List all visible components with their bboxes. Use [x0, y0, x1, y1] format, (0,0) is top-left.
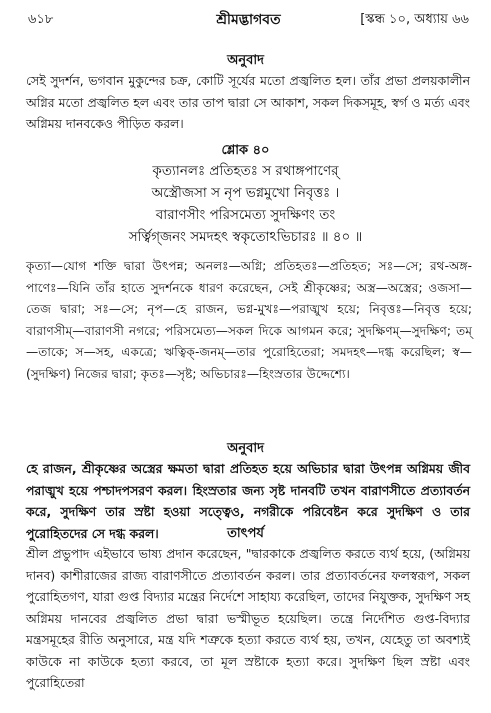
verse-line: বারাণসীং পরিসমেত্য সুদক্ষিণং তং — [155, 207, 336, 223]
section-reference: [স্কন্ধ ১০, অধ্যায় ৬৬ — [360, 12, 469, 27]
verse-line: অস্ত্রৌজসা স নৃপ ভগ্নমুখো নিবৃত্তঃ । — [151, 185, 340, 201]
translation-text-2: হে রাজন, শ্রীকৃষ্ণের অস্ত্রের ক্ষমতা দ্বারা প্রতিহত হয়ে অভিচার দ্বারা উৎপন্ন অগ্নিময় জীব পরাঙ্মুখ হয়ে পশ্চাদপসরণ করল। হিংস্রতার জন্য সৃষ্ট দানবটি তখন বারাণসীতে প্রত্যাবর্তন করে, সুদক্ষিণ তার স্রষ্টা হওয়া সত্ত্বেও, নগরীকে পরিবেষ্টন করে সুদক্ষিণ ও তার পুরোহিতদের সে দগ্ধ করল। — [26, 461, 470, 541]
verse-line: কৃত্যানলঃ প্রতিহতঃ স রথাঙ্গপাণের্ — [152, 163, 339, 179]
word-synonyms: কৃত্যা—যোগ শক্তি দ্বারা উৎপন্ন; অনলঃ—অগ্নি; প্রতিহতঃ—প্রতিহত; সঃ—সে; রথ-অঙ্গ-পাণেঃ—যিনি তাঁর হাতে সুদর্শনকে ধারণ করেছেন, সেই শ্রীকৃষ্ণের; অস্ত্র—অস্ত্রের; ওজসা—তেজ দ্বারা; সঃ—সে; নৃপ—হে রাজন, ভগ্ন-মুখঃ—পরাঙ্মুখ হয়ে; নিবৃত্তঃ—নিবৃত্ত হয়ে; বারাণসীম্—বারাণসী নগরে; পরিসমেত্য—সকল দিকে আগমন করে; সুদক্ষিণম্—সুদক্ষিণ; তম্—তাকে; স—সহ, একত্রে; ঋত্বিক্-জনম্—তার পুরোহিতেরা; সমদহৎ—দগ্ধ করেছিল; স্ব—(সুদক্ষিণ) নিজের দ্বারা; কৃতঃ—সৃষ্ট; অভিচারঃ—হিংস্রতার উদ্দেশ্যে। — [26, 259, 472, 381]
verse-line: সর্ত্বিগ্জনং সমদহৎ স্বকৃতোঽভিচারঃ ॥ ৪০ ॥ — [128, 229, 363, 245]
verse-heading: শ্লোক ৪০ — [221, 143, 270, 158]
purport-text: শ্রীল প্রভুপাদ এইভাবে ভাষ্য প্রদান করেছেন, "দ্বারকাকে প্রজ্বলিত করতে ব্যর্থ হয়ে, (অগ্নিময় দানব) কাশীরাজের রাজ্য বারাণসীতে প্রত্যাবর্তন করল। তার প্রত্যাবর্তনের ফলস্বরূপ, সকল পুরোহিতগণ, যারা গুপ্ত বিদ্যার মন্ত্রের নির্দেশে সাহায্য করেছিল, তাদের নিযুক্তক, সুদক্ষিণ সহ অগ্নিময় দানবের প্রজ্বলিত প্রভা দ্বারা ভস্মীভূত হয়েছিল। তন্ত্রে নির্দেশিত গুপ্ত-বিদ্যার মন্ত্রসমূহের রীতি অনুসারে, মন্ত্র যদি শত্রুকে হত্যা করতে ব্যর্থ হয়, তখন, যেহেতু তা অবশ্যই কাউকে না কাউকে হত্যা করবে, তা মূল স্রষ্টাকে হত্যা করে। সুদক্ষিণ ছিল স্রষ্টা এবং পুরোহিতেরা — [26, 546, 470, 690]
purport-heading: তাৎপর্য — [227, 526, 264, 541]
translation-heading-1: অনুবাদ — [227, 53, 264, 68]
page-header — [28, 8, 469, 30]
verse-text — [0, 160, 491, 248]
page-number: ৬১৮ — [28, 12, 54, 27]
translation-text-1: সেই সুদর্শন, ভগবান মুকুন্দের চক্র, কোটি সূর্যের মতো প্রজ্বলিত হল। তাঁর প্রভা প্রলয়কালীন অগ্নির মতো প্রজ্বলিত হল এবং তার তাপ দ্বারা সে আকাশ, সকল দিকসমূহ, স্বর্গ ও মর্ত্য এবং অগ্নিময় দানবকেও পীড়িত করল। — [26, 73, 470, 131]
translation-heading-2: অনুবাদ — [227, 441, 264, 456]
running-title: শ্রীমদ্ভাগবত — [216, 12, 281, 28]
